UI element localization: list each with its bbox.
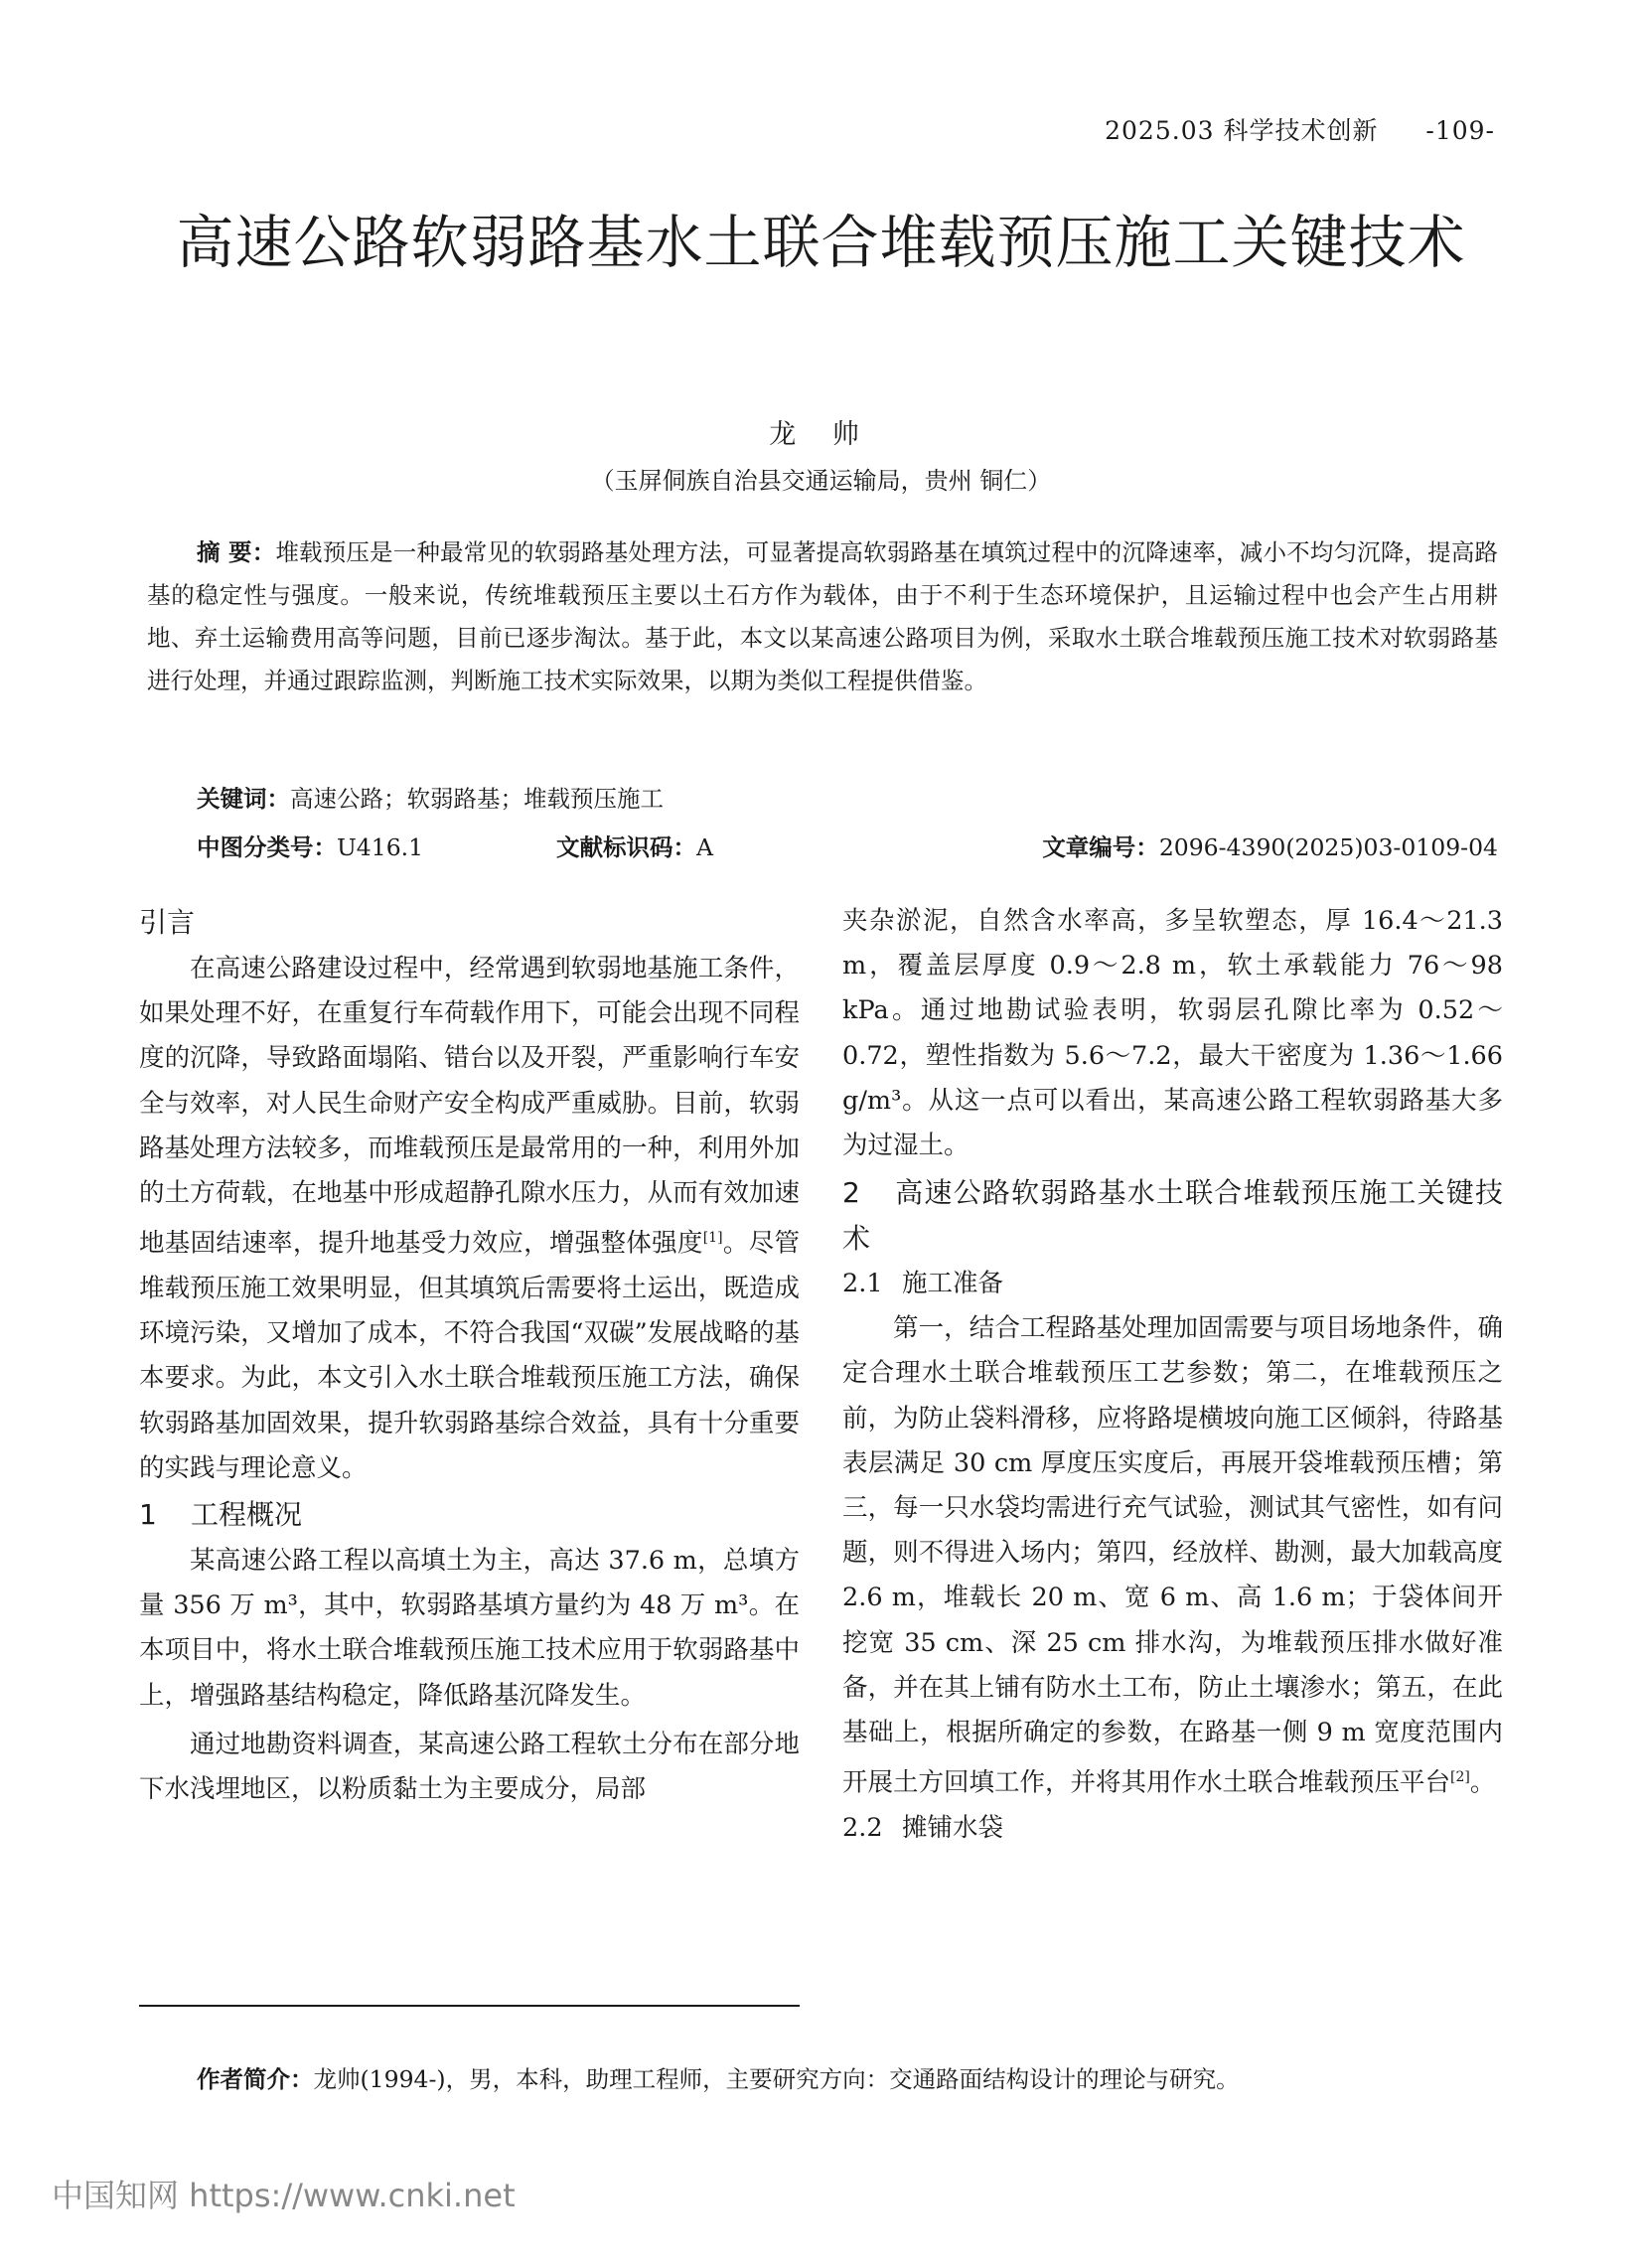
right-column xyxy=(842,899,1503,1851)
author-bio xyxy=(197,2060,1240,2094)
abstract-label: 摘 要： xyxy=(197,538,276,566)
cnki-watermark: 中国知网 https://www.cnki.net xyxy=(52,2177,516,2214)
page-header xyxy=(1105,111,1495,147)
section-2-1-paragraph: 第一，结合工程路基处理加固需要与项目场地条件，确定合理水土联合堆载预压工艺参数；第二，在堆载预压之前，为防止袋料滑移，应将路堤横坡向施工区倾斜，待路基表层满足 30 cm 厚度压实度后，再展开袋堆载预压槽；第三，每一只水袋均需进行充气试验，测试其气密性，如有问题，则不得进入场内；第四，经放样、勘测，最大加载高度 2.6 m，堆载长 20 m、宽 6 m、高 1.6 m；于袋体间开挖宽 35 cm、深 25 cm 排水沟，为堆载预压排水做好准备，并在其上铺有防水土工布，防止土壤渗水；第五，在此基础上，根据所确定的参数，在路基一侧 9 m 宽度范围内开展土方回填工作，并将其用作水土联合堆载预压平台[2]。 xyxy=(842,1313,1503,1798)
issue-label: 2025.03 科学技术创新 xyxy=(1105,116,1379,145)
bio-label: 作者简介： xyxy=(197,2065,314,2093)
citation-2: [2] xyxy=(1450,1769,1470,1786)
author-name: 龙 帅 xyxy=(769,419,873,450)
document-code: 文献标识码：A xyxy=(556,833,713,861)
bio-text: 龙帅(1994-)，男，本科，助理工程师，主要研究方向：交通路面结构设计的理论与研究。 xyxy=(313,2065,1240,2093)
section-2-2-heading: 2.2 摊铺水袋 xyxy=(842,1812,1004,1843)
section-1-heading: 1 工程概况 xyxy=(139,1497,303,1531)
section-1-paragraph-2: 通过地勘资料调查，某高速公路工程软土分布在部分地下水浅埋地区，以粉质黏土为主要成分，局部 xyxy=(139,1729,800,1804)
affiliation: （玉屏侗族自治县交通运输局，贵州 铜仁） xyxy=(590,467,1052,495)
intro-paragraph: 在高速公路建设过程中，经常遇到软弱地基施工条件，如果处理不好，在重复行车荷载作用下，可能会出现不同程度的沉降，导致路面塌陷、错台以及开裂，严重影响行车安全与效率，对人民生命财产安全构成严重威胁。目前，软弱路基处理方法较多，而堆载预压是最常用的一种，利用外加的土方荷载，在地基中形成超静孔隙水压力，从而有效加速地基固结速率，提升地基受力效应，增强整体强度[1]。尽管堆载预压施工效果明显，但其填筑后需要将土运出，既造成环境污染，又增加了成本，不符合我国“双碳”发展战略的基本要求。为此，本文引入水土联合堆载预压施工方法，确保软弱路基加固效果，提升软弱路基综合效益，具有十分重要的实践与理论意义。 xyxy=(139,954,800,1483)
keywords xyxy=(197,780,664,814)
page-number: -109- xyxy=(1425,116,1495,145)
clc-code: 中图分类号：U416.1 xyxy=(197,833,424,861)
abstract-text: 堆载预压是一种最常见的软弱路基处理方法，可显著提高软弱路基在填筑过程中的沉降速率，减小不均匀沉降，提高路基的稳定性与强度。一般来说，传统堆载预压主要以土石方作为载体，由于不利于生态环境保护，且运输过程中也会产生占用耕地、弃土运输费用高等问题，目前已逐步淘汰。基于此，本文以某高速公路项目为例，采取水土联合堆载预压施工技术对软弱路基进行处理，并通过跟踪监测，判断施工技术实际效果，以期为类似工程提供借鉴。 xyxy=(147,538,1498,694)
section-1-paragraph-2-continued: 夹杂淤泥，自然含水率高，多呈软塑态，厚 16.4～21.3 m，覆盖层厚度 0.9～2.8 m，软土承载能力 76～98 kPa。通过地勘试验表明，软弱层孔隙比率为 0.52～0.72，塑性指数为 5.6～7.2，最大干密度为 1.36～1.66 g/m³。从这一点可以看出，某高速公路工程软弱路基大多为过湿土。 xyxy=(842,906,1503,1161)
section-2-heading: 2 高速公路软弱路基水土联合堆载预压施工关键技术 xyxy=(842,1176,1503,1256)
section-2-1-heading: 2.1 施工准备 xyxy=(842,1269,1004,1299)
citation-1: [1] xyxy=(702,1230,723,1247)
abstract xyxy=(147,531,1498,702)
left-column xyxy=(139,899,800,1812)
article-number: 文章编号：2096-4390(2025)03-0109-04 xyxy=(1042,833,1498,861)
paper-title: 高速公路软弱路基水土联合堆载预压施工关键技术 xyxy=(176,209,1466,276)
intro-heading: 引言 xyxy=(139,906,196,939)
section-1-paragraph-1: 某高速公路工程以高填土为主，高达 37.6 m，总填方量 356 万 m³，其中，软弱路基填方量约为 48 万 m³。在本项目中，将水土联合堆载预压施工技术应用于软弱路基中上，增强路基结构稳定，降低路基沉降发生。 xyxy=(139,1545,800,1711)
keywords-text: 高速公路；软弱路基；堆载预压施工 xyxy=(290,785,664,813)
footnote-divider xyxy=(139,2005,800,2007)
keywords-label: 关键词： xyxy=(197,785,290,813)
